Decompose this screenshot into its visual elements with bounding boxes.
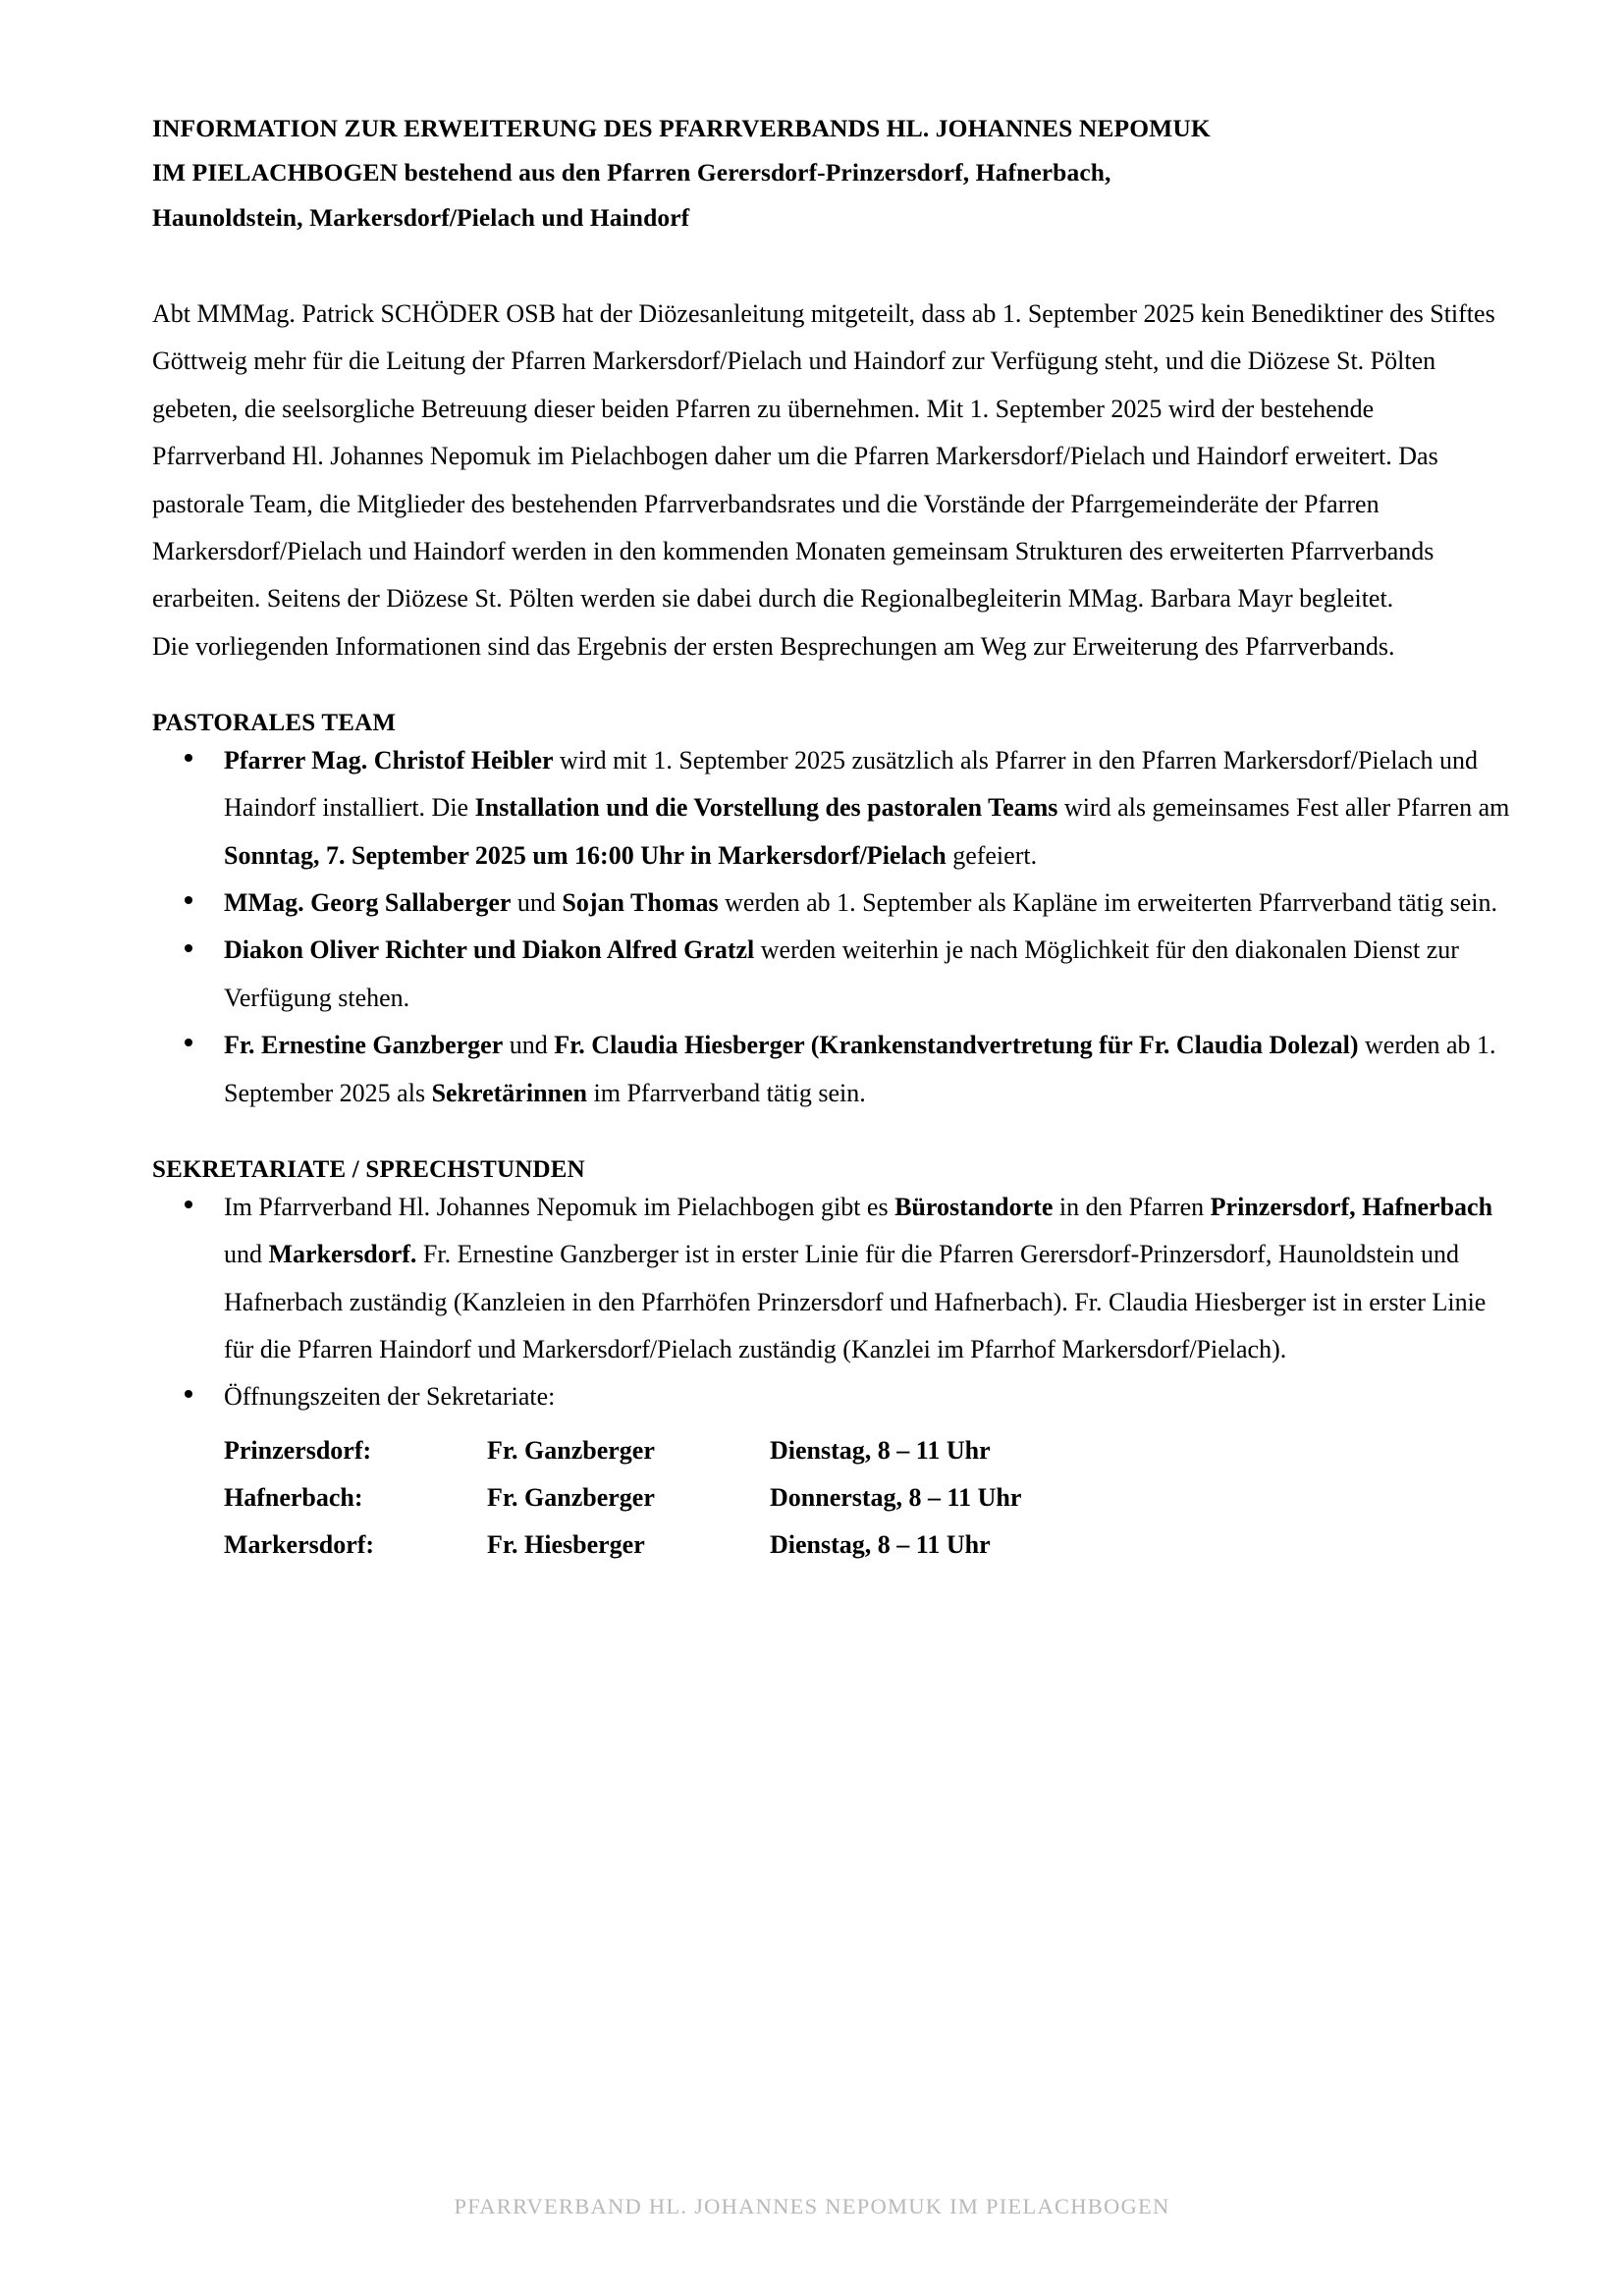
- list-item: Im Pfarrverband Hl. Johannes Nepomuk im Pielachbogen gibt es Bürostandorte in den Pfarren Prinzersdorf, Hafnerbach und Markersdorf. Fr. Ernestine Ganzberger ist in erster Linie für die Pfarren Gerersdorf-Prinzersdorf, Haunoldstein und Hafnerbach zuständig (Kanzleien in den Pfarrhöfen Prinzersdorf und Hafnerbach). Fr. Claudia Hiesberger ist in erster Linie für die Pfarren Haindorf und Markersdorf/Pielach zuständig (Kanzlei im Pfarrhof Markersdorf/Pielach).: [152, 1184, 1521, 1373]
- hours-time: Dienstag, 8 – 11 Uhr: [770, 1435, 991, 1465]
- hours-time: Donnerstag, 8 – 11 Uhr: [770, 1483, 1022, 1513]
- page-title: INFORMATION ZUR ERWEITERUNG DES PFARRVERBANDS HL. JOHANNES NEPOMUK IM PIELACHBOGEN bestehend aus den Pfarren Gerersdorf-Prinzersdorf, Hafnerbach, Haunoldstein, Markersdorf/Pielach und Haindorf: [152, 114, 1211, 232]
- section-heading-pastorales-team: PASTORALES TEAM: [152, 710, 397, 736]
- hours-person: Fr. Hiesberger: [487, 1530, 645, 1560]
- bullet-icon: [185, 1201, 192, 1208]
- list-item: Fr. Ernestine Ganzberger und Fr. Claudia Hiesberger (Krankenstandvertretung für Fr. Claudia Dolezal) werden ab 1. September 2025 als Sekretärinnen im Pfarrverband tätig sein.: [152, 1022, 1521, 1117]
- spacer: [152, 670, 1521, 710]
- bullet-icon: [185, 754, 192, 762]
- list-item: Pfarrer Mag. Christof Heibler wird mit 1. September 2025 zusätzlich als Pfarrer in den Pfarren Markersdorf/Pielach und Haindorf installiert. Die Installation und die Vorstellung des pastoralen Teams wird als gemeinsames Fest aller Pfarren am Sonntag, 7. September 2025 um 16:00 Uhr in Markersdorf/Pielach gefeiert.: [152, 737, 1521, 880]
- page-footer: PFARRVERBAND HL. JOHANNES NEPOMUK IM PIELACHBOGEN: [454, 2194, 1170, 2218]
- spacer: [152, 1117, 1521, 1156]
- section-heading-sekretariate: SEKRETARIATE / SPRECHSTUNDEN: [152, 1155, 585, 1183]
- table-row: [224, 1474, 1021, 1522]
- bullet-icon: [185, 896, 192, 904]
- sekretariate-list: [152, 1184, 1521, 1421]
- bullet-icon: [185, 1039, 192, 1046]
- intro-paragraph-1: Abt MMMag. Patrick SCHÖDER OSB hat der Diözesanleitung mitgeteilt, dass ab 1. September 2025 kein Benediktiner des Stiftes Göttweig mehr für die Leitung der Pfarren Markersdorf/Pielach und Haindorf zur Verfügung steht, und die Diözese St. Pölten gebeten, die seelsorgliche Betreuung dieser beiden Pfarren zu übernehmen. Mit 1. September 2025 wird der bestehende Pfarrverband Hl. Johannes Nepomuk im Pielachbogen daher um die Pfarren Markersdorf/Pielach und Haindorf erweitert. Das pastorale Team, die Mitglieder des bestehenden Pfarrverbandsrates und die Vorstände der Pfarrgemeinderäte der Pfarren Markersdorf/Pielach und Haindorf werden in den kommenden Monaten gemeinsam Strukturen des erweiterten Pfarrverbands erarbeiten. Seitens der Diözese St. Pölten werden sie dabei durch die Regionalbegleiterin MMag. Barbara Mayr begleitet.: [152, 299, 1495, 614]
- bullet-icon: [185, 944, 192, 952]
- spacer: [152, 240, 1521, 291]
- hours-time: Dienstag, 8 – 11 Uhr: [770, 1530, 991, 1560]
- opening-hours-table: [224, 1427, 1021, 1570]
- list-item: MMag. Georg Sallaberger und Sojan Thomas werden ab 1. September als Kapläne im erweiterten Pfarrverband tätig sein.: [152, 880, 1521, 927]
- hours-place: Markersdorf:: [224, 1530, 375, 1560]
- hours-person: Fr. Ganzberger: [487, 1483, 655, 1513]
- table-row: [224, 1427, 1021, 1474]
- list-item: Öffnungszeiten der Sekretariate:: [152, 1373, 1521, 1420]
- hours-person: Fr. Ganzberger: [487, 1435, 655, 1465]
- table-row: [224, 1522, 1021, 1569]
- intro-paragraph-2: Die vorliegenden Informationen sind das Ergebnis der ersten Besprechungen am Weg zur Erweiterung des Pfarrverbands.: [152, 631, 1395, 661]
- hours-place: Hafnerbach:: [224, 1483, 363, 1513]
- bullet-icon: [185, 1390, 192, 1398]
- pastorales-team-list: [152, 737, 1521, 1117]
- opening-hours-body: [224, 1427, 1021, 1570]
- hours-place: Prinzersdorf:: [224, 1435, 372, 1465]
- list-item: Diakon Oliver Richter und Diakon Alfred Gratzl werden weiterhin je nach Möglichkeit für den diakonalen Dienst zur Verfügung stehen.: [152, 927, 1521, 1022]
